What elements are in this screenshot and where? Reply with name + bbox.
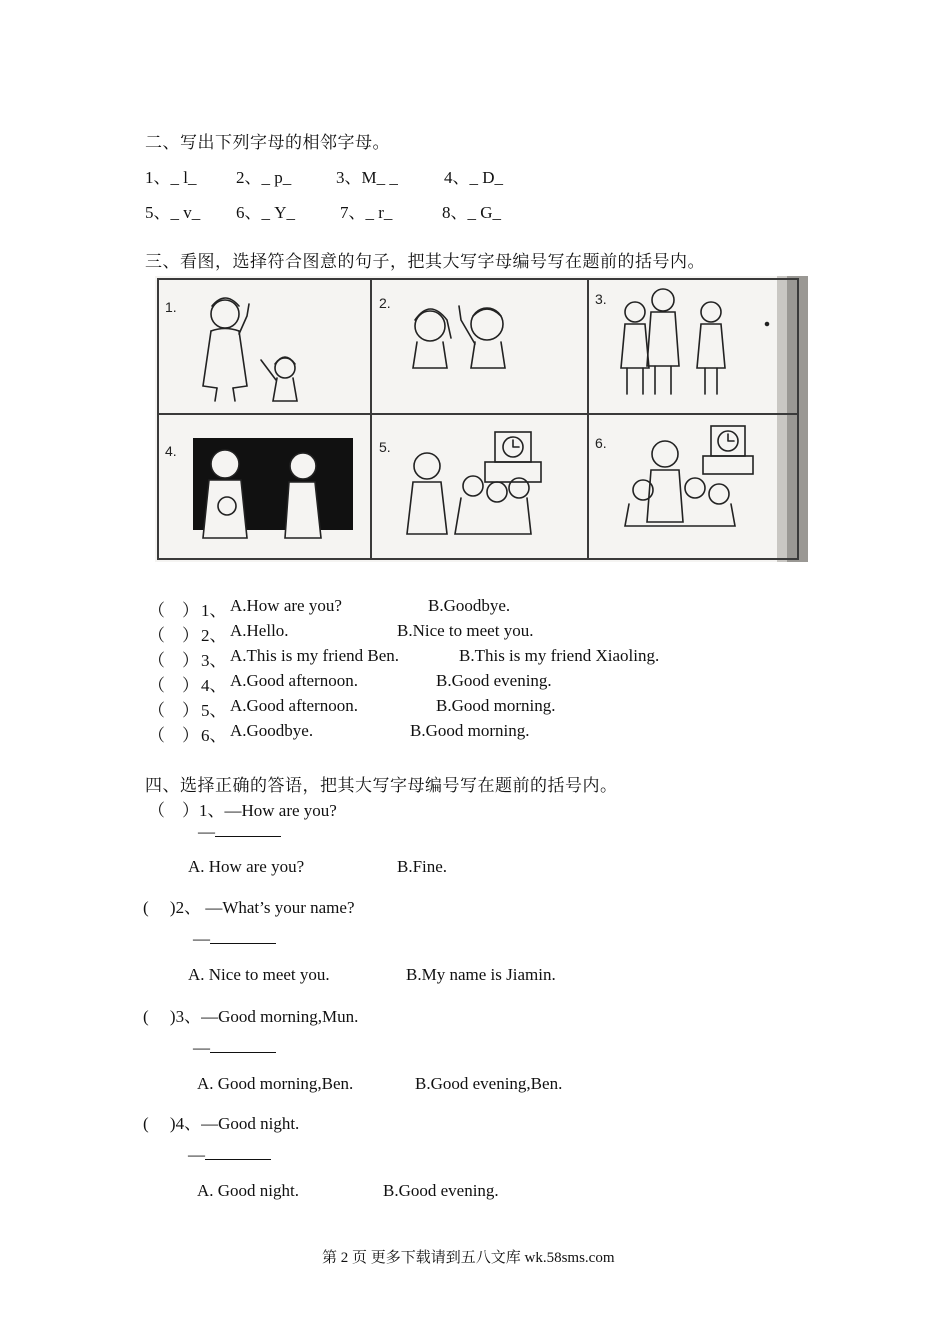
dash: — <box>193 929 210 948</box>
letter-item: 5、_ v_ <box>145 203 201 222</box>
question-number: 1、 <box>201 601 227 620</box>
answer-blank[interactable] <box>198 822 281 842</box>
answer-parentheses[interactable]: （ ） <box>148 601 199 620</box>
option-a: A. How are you? <box>188 857 305 876</box>
question-prompt: ( )3、—Good morning,Mun. <box>143 1007 359 1026</box>
option-a: A.Good afternoon. <box>230 696 358 715</box>
option-b: B.Good evening,Ben. <box>415 1074 563 1093</box>
option-a: A.Goodbye. <box>230 721 314 740</box>
letter-item: 7、_ r_ <box>340 203 393 222</box>
option-b: B.Good evening. <box>436 671 552 690</box>
question-number: 6、 <box>201 726 227 745</box>
answer-parentheses[interactable]: （ ） <box>148 651 199 670</box>
answer-parentheses[interactable]: （ ） <box>148 701 199 720</box>
question-number: 5、 <box>201 701 227 720</box>
option-b: B.Fine. <box>397 857 448 876</box>
option-b: B.Good morning. <box>410 721 530 740</box>
option-b: B.This is my friend Xiaoling. <box>459 646 660 665</box>
letter-item: 4、_ D_ <box>444 168 504 187</box>
picture-number: 4. <box>165 443 177 459</box>
question-number: 4、 <box>201 676 227 695</box>
section4-title: 四、选择正确的答语，把其大写字母编号写在题前的括号内。 <box>145 776 618 795</box>
option-a: A. Nice to meet you. <box>188 965 330 984</box>
letter-item: 8、_ G_ <box>442 203 502 222</box>
answer-parentheses[interactable]: （ ） <box>148 626 199 645</box>
option-a: A. Good night. <box>197 1181 299 1200</box>
picture-number: 3. <box>595 291 607 307</box>
question-number: 2、 <box>201 626 227 645</box>
dash: — <box>188 1145 205 1164</box>
answer-blank[interactable] <box>188 1145 271 1165</box>
picture-number: 1. <box>165 299 177 315</box>
question-prompt: ( )2、 —What’s your name? <box>143 898 355 917</box>
option-b: B.Good evening. <box>383 1181 499 1200</box>
letter-item: 2、_ p_ <box>236 168 292 187</box>
picture-number: 2. <box>379 295 391 311</box>
option-a: A.How are you? <box>230 596 342 615</box>
answer-blank[interactable] <box>193 929 276 949</box>
panel-4-illustration <box>193 438 353 538</box>
option-b: B.Goodbye. <box>428 596 511 615</box>
picture-number: 6. <box>595 435 607 451</box>
answer-blank[interactable] <box>193 1038 276 1058</box>
answer-parentheses[interactable]: （ ） <box>148 676 199 695</box>
option-a: A.Good afternoon. <box>230 671 358 690</box>
letter-item: 3、M_ _ <box>336 168 398 187</box>
picture-number: 5. <box>379 439 391 455</box>
answer-parentheses[interactable]: （ ） <box>148 726 199 745</box>
question-prompt: ( )4、—Good night. <box>143 1114 300 1133</box>
option-a: A. Good morning,Ben. <box>197 1074 354 1093</box>
section3-title: 三、看图，选择符合图意的句子，把其大写字母编号写在题前的括号内。 <box>145 252 705 271</box>
option-b: B.My name is Jiamin. <box>406 965 556 984</box>
option-b: B.Nice to meet you. <box>397 621 534 640</box>
letter-item: 1、_ l_ <box>145 168 197 187</box>
option-a: A.This is my friend Ben. <box>230 646 400 665</box>
option-b: B.Good morning. <box>436 696 556 715</box>
option-a: A.Hello. <box>230 621 289 640</box>
letter-item: 6、_ Y_ <box>236 203 296 222</box>
question-number: 3、 <box>201 651 227 670</box>
dash: — <box>198 822 215 841</box>
question-prompt: （ ）1、—How are you? <box>148 801 337 820</box>
page-footer: 第 2 页 更多下载请到五八文库 wk.58sms.com <box>322 1250 615 1266</box>
section2-title: 二、写出下列字母的相邻字母。 <box>145 133 390 152</box>
dash: — <box>193 1038 210 1057</box>
picture-grid <box>155 276 808 562</box>
